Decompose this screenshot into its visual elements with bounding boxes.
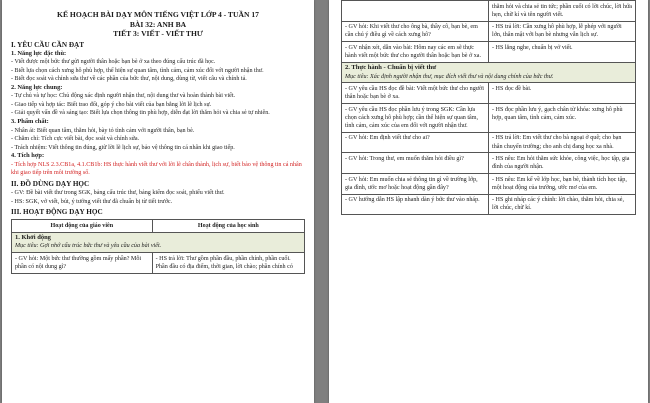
table-row	[342, 153, 636, 174]
student-cell: - HS ghi nháp các ý chính: lời chào, thăm hỏi, chia sẻ, lời chúc, chữ kí.	[489, 194, 636, 215]
band-objective: Mục tiêu: Xác định người nhận thư, mục đích viết thư và nội dung chính của bức thư.	[345, 73, 554, 80]
table-row	[342, 132, 636, 153]
table-row	[342, 173, 636, 194]
student-cell: - HS trả lời: Cần xưng hô phù hợp, lễ phép với người lớn, thân mật với bạn bè nhưng vẫn lịch sự.	[489, 21, 636, 42]
student-cell: - HS trả lời: Em viết thư cho bà ngoại ở quê; cho bạn thân chuyển trường; cho anh chị đang học xa nhà.	[489, 132, 636, 153]
section-heading-activities: III. HOẠT ĐỘNG DẠY HỌC	[11, 208, 103, 217]
table-row	[342, 83, 636, 104]
document-page-right	[329, 0, 648, 403]
document-page-left	[2, 0, 314, 403]
text-line: - GV: Đề bài viết thư trong SGK, bảng cấu trúc thư, bảng kiểm đọc soát, phiếu viết thư.	[11, 190, 225, 197]
student-cell: - HS đọc phần lưu ý, gạch chân từ khóa: xưng hô phù hợp, quan tâm, tình cảm, cảm xúc.	[489, 103, 636, 132]
text-line: - HS: SGK, vở viết, bút, ý tưởng viết thư đã chuẩn bị từ tiết trước.	[11, 198, 173, 205]
student-cell: - HS đọc đề bài.	[489, 83, 636, 104]
text-line: - Viết được một bức thư gửi người thân hoặc bạn bè ở xa theo đúng cấu trúc đã học.	[11, 59, 216, 65]
teacher-cell: - GV hỏi: Em muốn chia sẻ thông tin gì về trường lớp, gia đình, ước mơ hoặc hoạt động gần đây?	[342, 173, 489, 194]
table-row	[342, 21, 636, 42]
teacher-cell: - GV yêu cầu HS đọc đề bài: Viết một bức thư cho người thân hoặc bạn bè ở xa.	[342, 83, 489, 104]
section-heading-requirements: I. YÊU CẦU CẦN ĐẠT	[11, 40, 85, 49]
activity-table	[11, 219, 305, 274]
text-line: - Biết đọc soát và chỉnh sửa thư về các phần của bức thư, nội dung, dùng từ, viết câu và chính tả.	[11, 76, 247, 83]
document-title: KẾ HOẠCH BÀI DẠY MÔN TIẾNG VIỆT LỚP 4 - TUẦN 17	[57, 10, 259, 19]
table-row	[342, 1, 636, 22]
text-line: - Biết lựa chọn cách xưng hô phù hợp, thể hiện sự quan tâm, tình cảm, cảm xúc đối với người nhận thư.	[11, 67, 264, 74]
band-objective: Mục tiêu: Gợi nhớ cấu trúc bức thư và yêu cầu của bài viết.	[15, 243, 162, 250]
teacher-cell: - GV hỏi: Em định viết thư cho ai?	[342, 132, 489, 153]
table-header-student: Hoạt động của học sinh	[152, 220, 304, 232]
activity-table-continued	[341, 0, 636, 215]
text-line: - Giao tiếp và hợp tác: Biết trao đổi, góp ý cho bài viết của bạn bằng lời lẽ lịch sự.	[11, 101, 212, 108]
teacher-cell: - GV hỏi: Một bức thư thường gồm mấy phần? Mỗi phần có nội dung gì?	[12, 253, 153, 274]
table-row	[12, 253, 305, 274]
subheading-general-competence: 2. Năng lực chung:	[11, 83, 63, 91]
table-row	[342, 194, 636, 215]
teacher-cell: - GV nhận xét, dẫn vào bài: Hôm nay các em sẽ thực hành viết một bức thư cho người thân hoặc bạn bè ở xa.	[342, 42, 489, 63]
section-heading-materials: II. ĐỒ DÙNG DẠY HỌC	[11, 180, 90, 189]
integration-text: - Tích hợp NLS 2.3.CB1a, 4.1.CB1b: HS thực hành viết thư với lời lẽ chân thành, lịch sự, biết bảo vệ thông tin cá nhân khi giao tiếp trên môi trường số.	[11, 161, 302, 177]
text-line: - Tự chủ và tự học: Chủ động xác định người nhận thư, nội dung thư và hoàn thành bài viết.	[11, 93, 236, 100]
table-row	[12, 232, 305, 253]
table-row	[342, 42, 636, 63]
teacher-cell: - GV hướng dẫn HS lập nhanh dàn ý bức thư vào nháp.	[342, 194, 489, 215]
subheading-specific-competence: 1. Năng lực đặc thù:	[11, 49, 67, 57]
text-line: - Chăm chỉ: Tích cực viết bài, đọc soát và chỉnh sửa.	[11, 136, 140, 143]
band-title: 2. Thực hành - Chuẩn bị viết thư	[345, 64, 437, 72]
teacher-cell: - GV yêu cầu HS đọc phần lưu ý trong SGK: Cần lựa chọn cách xưng hô phù hợp; cần thể hiện sự quan tâm, tình cảm, cảm xúc của em đối với người nhận thư.	[342, 103, 489, 132]
subheading-integration: 4. Tích hợp:	[11, 152, 45, 160]
lesson-title: BÀI 32: ANH BA	[129, 19, 187, 29]
student-cell: - HS lắng nghe, chuẩn bị vở viết.	[489, 42, 636, 63]
table-row	[342, 103, 636, 132]
student-cell: thăm hỏi và chia sẻ tin tức; phần cuối có lời chúc, lời hứa hẹn, chữ kí và tên người viết.	[489, 1, 636, 22]
table-row	[342, 62, 636, 83]
teacher-cell: - GV hỏi: Khi viết thư cho ông bà, thầy cô, bạn bè, em cần chú ý điều gì về cách xưng hô?	[342, 21, 489, 42]
student-cell: - HS nêu: Em hỏi thăm sức khỏe, công việc, học tập, gia đình của người nhận.	[489, 153, 636, 174]
band-title: 1. Khởi động	[15, 234, 51, 242]
subheading-qualities: 3. Phẩm chất:	[11, 118, 49, 126]
student-cell: - HS nêu: Em kể về lớp học, bạn bè, thành tích học tập, một hoạt động của trường, ước mơ của em.	[489, 173, 636, 194]
text-line: - Giải quyết vấn đề và sáng tạo: Biết lựa chọn thông tin phù hợp, diễn đạt lời thăm hỏi và chia sẻ tự nhiên.	[11, 110, 270, 117]
text-line: - Nhân ái: Biết quan tâm, thăm hỏi, bày tỏ tình cảm với người thân, bạn bè.	[11, 127, 195, 134]
period-title: TIẾT 3: VIẾT - VIẾT THƯ	[113, 29, 203, 38]
teacher-cell: - GV hỏi: Trong thư, em muốn thăm hỏi điều gì?	[342, 153, 489, 174]
text-line: - Trách nhiệm: Viết thông tin đúng, giữ lời lẽ lịch sự, bảo vệ thông tin cá nhân khi giao tiếp.	[11, 144, 235, 151]
table-header-teacher: Hoạt động của giáo viên	[12, 220, 153, 232]
teacher-cell	[342, 1, 489, 22]
student-cell: - HS trả lời: Thư gồm phần đầu, phần chính, phần cuối. Phần đầu có địa điểm, thời gian, lời chào; phần chính có	[152, 253, 304, 274]
